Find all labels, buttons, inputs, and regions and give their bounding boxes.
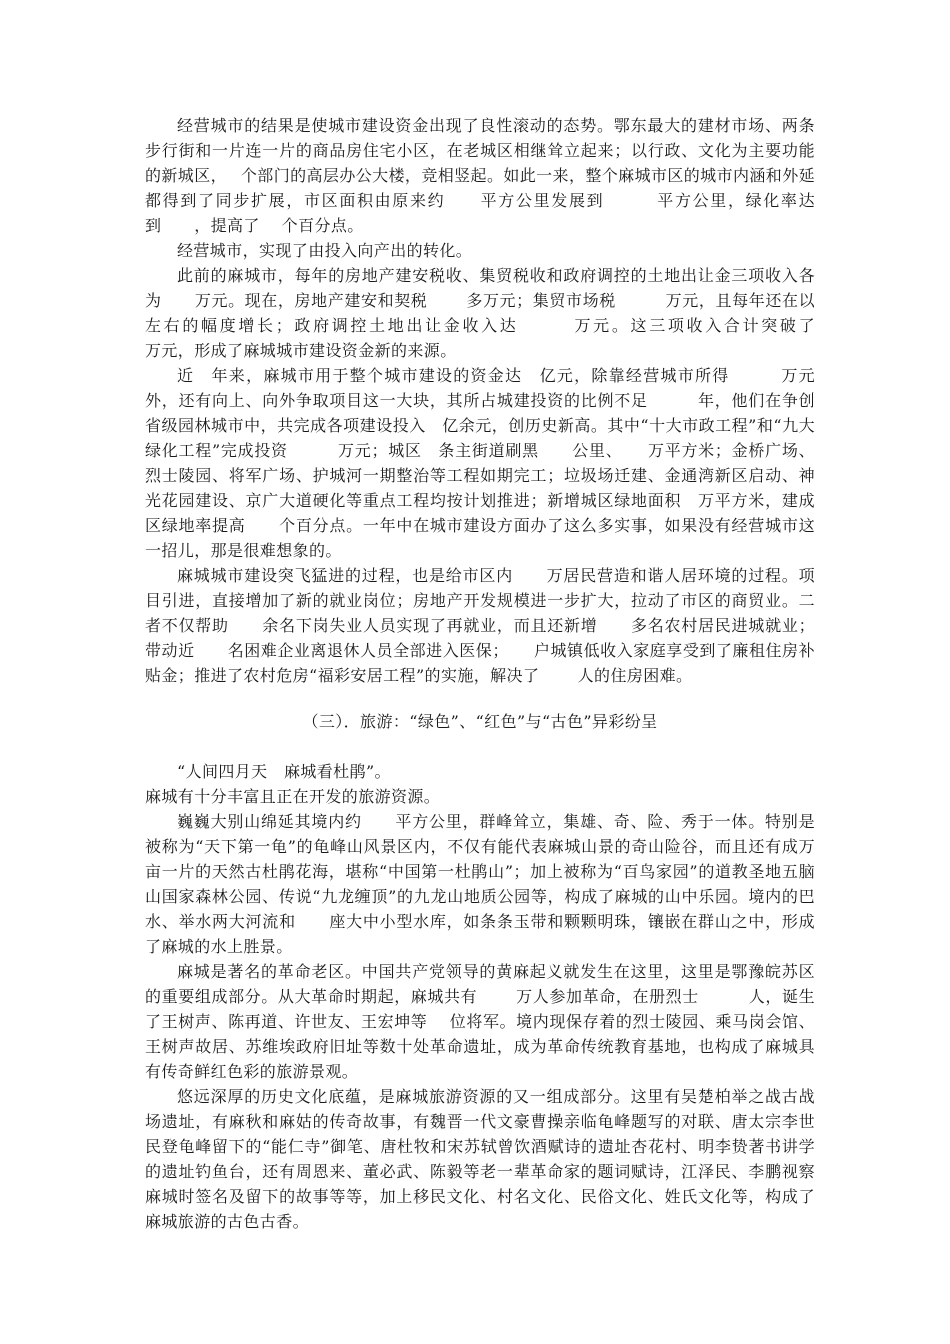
tourism-quote: “人间四月天 麻城看杜鹃”。 bbox=[177, 762, 391, 781]
paragraph-red-tourism: 麻城是著名的革命老区。中国共产党领导的黄麻起义就发生在这里，这里是鄂豫皖苏区的重要组成部分。从大革命时期起，麻城共有 万人参加革命，在册烈士 人，诞生了王树声、陈再道、许世友、王宏坤等 位将军。境内现保存着的烈士陵园、乘马岗会馆、王树声故居、苏维埃政府旧址等数十处革命遗址，成为革命传统教育基地，也构成了麻城具有传奇鲜红色彩的旅游景观。 bbox=[145, 962, 815, 1081]
paragraph-construction-funds: 近 年来，麻城市用于整个城市建设的资金达 亿元，除靠经营城市所得 万元外，还有向上、向外争取项目这一大块，其所占城建投资的比例不足 年，他们在争创省级园林城市中，共完成各项建设投入 亿余元，创历史新高。其中“十大市政工程”和“九大绿化工程”完成投资 万元；城区 条主街道刷黑 公里、 万平方米；金桥广场、烈士陵园、将军广场、护城河一期整治等工程如期完工；垃圾场迁建、金通湾新区启动、神光花园建设、京广大道硬化等重点工程均按计划推进；新增城区绿地面积 万平方米，建成区绿地率提高 个百分点。一年中在城市建设方面办了这么多实事，如果没有经营城市这一招儿，那是很难想象的。 bbox=[145, 366, 815, 560]
city-economy-section bbox=[145, 113, 881, 688]
tourism-heading-block bbox=[145, 709, 815, 734]
paragraph-ancient-tourism: 悠远深厚的历史文化底蕴，是麻城旅游资源的又一组成部分。这里有吴楚柏举之战古战场遗址，有麻秋和麻姑的传奇故事，有魏晋一代文豪曹操亲临龟峰题写的对联、唐太宗李世民登龟峰留下的“能仁寺”御笔、唐杜牧和宋苏轼曾饮酒赋诗的遗址杏花村、明李贽著书讲学的遗址钓鱼台，还有周恩来、董必武、陈毅等老一辈革命家的题词赋诗，江泽民、李鹏视察麻城时签名及留下的故事等等，加上移民文化、村名文化、民俗文化、姓氏文化等，构成了麻城旅游的古色古香。 bbox=[145, 1087, 815, 1231]
paragraph-city-results: 经营城市的结果是使城市建设资金出现了良性滚动的态势。鄂东最大的建材市场、两条步行街和一片连一片的商品房住宅小区，在老城区相继耸立起来；以行政、文化为主要功能的新城区， 个部门的高层办公大楼，竞相竖起。如此一来，整个麻城市区的城市内涵和外延都得到了同步扩展，市区面积由原来约 平方公里发展到 平方公里，绿化率达到 ，提高了 个百分点。 bbox=[145, 116, 815, 235]
tourism-section bbox=[145, 759, 815, 1234]
paragraph-living-environment: 麻城城市建设突飞猛进的过程，也是给市区内 万居民营造和谐人居环境的过程。项目引进，直接增加了新的就业岗位；房地产开发规模进一步扩大，拉动了市区的商贸业。二者不仅帮助 余名下岗失业人员实现了再就业，而且还新增 多名农村居民进城就业；带动近 名困难企业离退休人员全部进入医保； 户城镇低收入家庭享受到了廉租住房补贴金；推进了农村危房“福彩安居工程”的实施，解决了 人的住房困难。 bbox=[145, 566, 815, 685]
section-heading: （三）．旅游：“绿色”、“红色”与“古色”异彩纷呈 bbox=[302, 712, 658, 731]
paragraph-input-output: 经营城市，实现了由投入向产出的转化。 bbox=[177, 241, 473, 260]
tourism-intro: 麻城有十分丰富且正在开发的旅游资源。 bbox=[145, 787, 441, 806]
paragraph-revenue: 此前的麻城市，每年的房地产建安税收、集贸税收和政府调控的土地出让金三项收入各为 万元。现在，房地产建安和契税 多万元；集贸市场税 万元，且每年还在以 左右的幅度增长；政府调控土地出让金收入达 万元。这三项收入合计突破了 万元，形成了麻城城市建设资金新的来源。 bbox=[145, 266, 881, 360]
paragraph-green-tourism: 巍巍大别山绵延其境内约 平方公里，群峰耸立，集雄、奇、险、秀于一体。特别是被称为“天下第一龟”的龟峰山风景区内，不仅有能代表麻城山景的奇山险谷，而且还有成万亩一片的天然古杜鹃花海，堪称“中国第一杜鹃山”；加上被称为“百鸟家园”的道教圣地五脑山国家森林公园、传说“九龙缠顶”的九龙山地质公园等，构成了麻城的山中乐园。境内的巴水、举水两大河流和 座大中小型水库，如条条玉带和颗颗明珠，镶嵌在群山之中，形成了麻城的水上胜景。 bbox=[145, 812, 815, 956]
